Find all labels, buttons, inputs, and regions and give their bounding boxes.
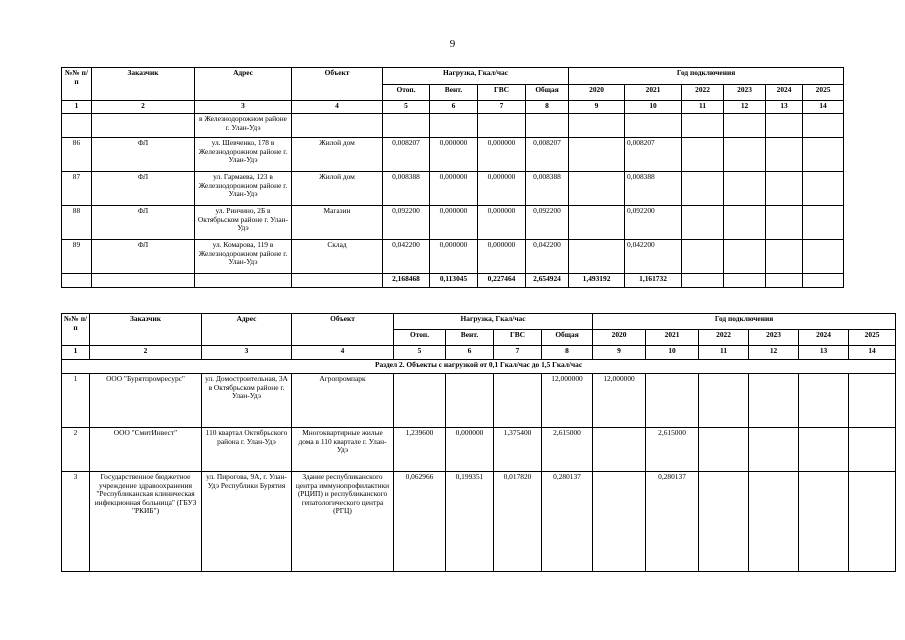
vent-cell: 0,000000 bbox=[430, 240, 478, 274]
object-cell: Магазин bbox=[292, 206, 383, 240]
table-row bbox=[62, 206, 844, 240]
gvs-cell: 0,017820 bbox=[494, 472, 542, 572]
header-heat: Отоп. bbox=[394, 330, 446, 346]
total-vent-cell: 0,113045 bbox=[430, 274, 478, 288]
col-number: 6 bbox=[430, 101, 478, 114]
y2020-cell bbox=[569, 172, 625, 206]
heat-cell: 0,092200 bbox=[383, 206, 430, 240]
address-cell: ул. Гармаева, 123 в Железнодорожном районе г. Улан-Удэ bbox=[195, 172, 292, 206]
col-number: 13 bbox=[766, 101, 803, 114]
num-cell: 86 bbox=[62, 138, 92, 172]
num-cell: 87 bbox=[62, 172, 92, 206]
header-object: Объект bbox=[292, 314, 394, 346]
y2020-cell bbox=[569, 240, 625, 274]
col-number: 7 bbox=[494, 346, 542, 360]
y2021-cell: 0,008388 bbox=[625, 172, 682, 206]
header-total: Общая bbox=[542, 330, 593, 346]
header-year-2023: 2023 bbox=[724, 85, 766, 101]
col-number: 5 bbox=[394, 346, 446, 360]
header-year-2025: 2025 bbox=[803, 85, 844, 101]
col-number: 13 bbox=[799, 346, 849, 360]
col-number: 4 bbox=[292, 101, 383, 114]
col-number: 14 bbox=[849, 346, 896, 360]
col-number: 10 bbox=[646, 346, 699, 360]
gvs-cell: 0,000000 bbox=[478, 138, 526, 172]
header-year-2020: 2020 bbox=[593, 330, 646, 346]
y2021-cell: 0,280137 bbox=[646, 472, 699, 572]
total-cell: 0,092200 bbox=[526, 206, 569, 240]
header-year-2022: 2022 bbox=[699, 330, 749, 346]
total-cell: 0,008207 bbox=[526, 138, 569, 172]
header-address: Адрес bbox=[195, 68, 292, 101]
table-row bbox=[62, 240, 844, 274]
gvs-cell bbox=[494, 374, 542, 428]
y2021-cell bbox=[646, 374, 699, 428]
header-year-2020: 2020 bbox=[569, 85, 625, 101]
heat-cell: 1,239600 bbox=[394, 428, 446, 472]
table-row bbox=[62, 114, 844, 138]
heat-cell: 0,042200 bbox=[383, 240, 430, 274]
col-number: 14 bbox=[803, 101, 844, 114]
total-y2021-cell: 1,161732 bbox=[625, 274, 682, 288]
col-number: 8 bbox=[542, 346, 593, 360]
header-load: Нагрузка, Гкал/час bbox=[383, 68, 569, 85]
col-number: 6 bbox=[446, 346, 494, 360]
col-number: 12 bbox=[749, 346, 799, 360]
col-number: 2 bbox=[90, 346, 202, 360]
address-cell: 110 квартал Октябрьского района г. Улан-Удэ bbox=[202, 428, 292, 472]
header-year-2024: 2024 bbox=[799, 330, 849, 346]
col-number: 11 bbox=[699, 346, 749, 360]
customer-cell: ФЛ bbox=[92, 138, 195, 172]
table-row bbox=[62, 138, 844, 172]
col-number: 7 bbox=[478, 101, 526, 114]
header-num: №№ п/п bbox=[62, 314, 90, 346]
header-gvs: ГВС bbox=[478, 85, 526, 101]
vent-cell: 0,000000 bbox=[446, 428, 494, 472]
gvs-cell: 1,375400 bbox=[494, 428, 542, 472]
heat-cell bbox=[394, 374, 446, 428]
total-sum-cell: 2,654924 bbox=[526, 274, 569, 288]
header-customer: Заказчик bbox=[90, 314, 202, 346]
total-cell: 0,042200 bbox=[526, 240, 569, 274]
gvs-cell: 0,000000 bbox=[478, 206, 526, 240]
header-year-2021: 2021 bbox=[646, 330, 699, 346]
object-cell: Агропромпарк bbox=[292, 374, 394, 428]
table-section-2 bbox=[61, 313, 896, 572]
gvs-cell: 0,000000 bbox=[478, 240, 526, 274]
total-gvs-cell: 0,227464 bbox=[478, 274, 526, 288]
y2020-cell bbox=[593, 428, 646, 472]
vent-cell: 0,199351 bbox=[446, 472, 494, 572]
table-row bbox=[62, 172, 844, 206]
header-total: Общая bbox=[526, 85, 569, 101]
col-number: 5 bbox=[383, 101, 430, 114]
num-cell: 89 bbox=[62, 240, 92, 274]
vent-cell: 0,000000 bbox=[430, 206, 478, 240]
header-year-2022: 2022 bbox=[682, 85, 724, 101]
object-cell: Многоквартирные жилые дома в 110 квартале г. Улан-Удэ bbox=[292, 428, 394, 472]
col-number: 1 bbox=[62, 346, 90, 360]
header-vent: Вент. bbox=[430, 85, 478, 101]
col-number: 3 bbox=[195, 101, 292, 114]
y2020-cell bbox=[569, 206, 625, 240]
address-cell: ул. Комарова, 119 в Железнодорожном районе г. Улан-Удэ bbox=[195, 240, 292, 274]
heat-cell: 0,008207 bbox=[383, 138, 430, 172]
col-number: 1 bbox=[62, 101, 92, 114]
page-number: 9 bbox=[449, 38, 456, 50]
col-number: 9 bbox=[569, 101, 625, 114]
col-number: 9 bbox=[593, 346, 646, 360]
total-cell: 0,280137 bbox=[542, 472, 593, 572]
header-gvs: ГВС bbox=[494, 330, 542, 346]
heat-cell: 0,062966 bbox=[394, 472, 446, 572]
customer-cell: ООО "Бурятпромресурс" bbox=[90, 374, 202, 428]
heat-cell: 0,008388 bbox=[383, 172, 430, 206]
col-number: 12 bbox=[724, 101, 766, 114]
header-year-2021: 2021 bbox=[625, 85, 682, 101]
vent-cell bbox=[446, 374, 494, 428]
header-num: №№ п/п bbox=[62, 68, 92, 101]
col-number: 8 bbox=[526, 101, 569, 114]
section-title: Раздел 2. Объекты с нагрузкой от 0,1 Гкал/час до 1,5 Гкал/час bbox=[62, 360, 896, 374]
total-cell: 0,008388 bbox=[526, 172, 569, 206]
section-row bbox=[62, 360, 896, 374]
column-number-row bbox=[62, 101, 844, 114]
header-year-2025: 2025 bbox=[849, 330, 896, 346]
header-customer: Заказчик bbox=[92, 68, 195, 101]
address-cell: ул. Шевченко, 178 в Железнодорожном районе г. Улан-Удэ bbox=[195, 138, 292, 172]
num-cell: 88 bbox=[62, 206, 92, 240]
total-heat-cell: 2,168468 bbox=[383, 274, 430, 288]
header-object: Объект bbox=[292, 68, 383, 101]
header-year: Год подключения bbox=[593, 314, 896, 330]
header-address: Адрес bbox=[202, 314, 292, 346]
gvs-cell: 0,000000 bbox=[478, 172, 526, 206]
address-cell: ул. Пирогова, 9А, г. Улан-Удэ Республики Бурятия bbox=[202, 472, 292, 572]
y2020-cell bbox=[569, 138, 625, 172]
object-cell: Склад bbox=[292, 240, 383, 274]
customer-cell: ФЛ bbox=[92, 240, 195, 274]
num-cell: 3 bbox=[62, 472, 90, 572]
header-row bbox=[62, 314, 896, 330]
col-number: 11 bbox=[682, 101, 724, 114]
header-year-2023: 2023 bbox=[749, 330, 799, 346]
column-number-row bbox=[62, 346, 896, 360]
header-vent: Вент. bbox=[446, 330, 494, 346]
table-row bbox=[62, 374, 896, 428]
object-cell: Жилой дом bbox=[292, 172, 383, 206]
customer-cell: ФЛ bbox=[92, 172, 195, 206]
header-row bbox=[62, 68, 844, 85]
header-heat: Отоп. bbox=[383, 85, 430, 101]
vent-cell: 0,000000 bbox=[430, 172, 478, 206]
col-number: 4 bbox=[292, 346, 394, 360]
customer-cell: Государственное бюджетное учреждение здравоохранения "Республиканская клиническая инфекционная больница" (ГБУЗ "РКИБ") bbox=[90, 472, 202, 572]
num-cell: 1 bbox=[62, 374, 90, 428]
customer-cell: ФЛ bbox=[92, 206, 195, 240]
total-y2020-cell: 1,493192 bbox=[569, 274, 625, 288]
table-row bbox=[62, 472, 896, 572]
header-year-2024: 2024 bbox=[766, 85, 803, 101]
object-cell: Здание республиканского центра иммунопрофилактики (РЦИП) и республиканского гепатологического центра (РГЦ) bbox=[292, 472, 394, 572]
y2021-cell: 0,008207 bbox=[625, 138, 682, 172]
header-year: Год подключения bbox=[569, 68, 844, 85]
y2021-cell: 2,615000 bbox=[646, 428, 699, 472]
col-number: 2 bbox=[92, 101, 195, 114]
totals-row bbox=[62, 274, 844, 288]
object-cell: Жилой дом bbox=[292, 138, 383, 172]
col-number: 3 bbox=[202, 346, 292, 360]
address-cell: в Железнодорожном районе г. Улан-Удэ bbox=[195, 114, 292, 138]
num-cell: 2 bbox=[62, 428, 90, 472]
customer-cell: ООО "СмитИнвест" bbox=[90, 428, 202, 472]
address-cell: ул. Ринчино, 2Б в Октябрьском районе г. Улан-Удэ bbox=[195, 206, 292, 240]
y2020-cell: 12,000000 bbox=[593, 374, 646, 428]
y2020-cell bbox=[593, 472, 646, 572]
table-row bbox=[62, 428, 896, 472]
table-continuation bbox=[61, 67, 844, 288]
vent-cell: 0,000000 bbox=[430, 138, 478, 172]
total-cell: 2,615000 bbox=[542, 428, 593, 472]
header-load: Нагрузка, Гкал/час bbox=[394, 314, 593, 330]
address-cell: ул. Домостроительная, 3А в Октябрьском районе г. Улан-Удэ bbox=[202, 374, 292, 428]
y2021-cell: 0,042200 bbox=[625, 240, 682, 274]
col-number: 10 bbox=[625, 101, 682, 114]
y2021-cell: 0,092200 bbox=[625, 206, 682, 240]
total-cell: 12,000000 bbox=[542, 374, 593, 428]
